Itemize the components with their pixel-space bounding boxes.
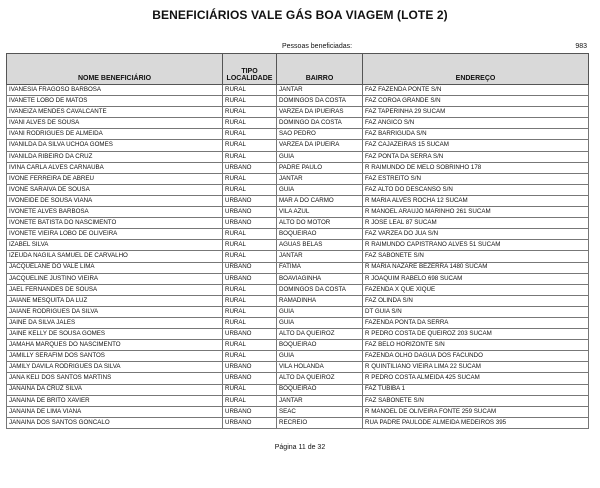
cell-nome: JANAINA DE LIMA VIANA — [7, 406, 223, 417]
cell-bairro: DOMINGO DA COSTA — [277, 118, 363, 129]
cell-endereco: FAZ TUBIBA 1 — [363, 384, 589, 395]
cell-tipo-localidade: URBANO — [223, 406, 277, 417]
cell-tipo-localidade: RURAL — [223, 140, 277, 151]
cell-endereco: R MARIA NAZARE BEZERRA 1480 SUCAM — [363, 262, 589, 273]
cell-tipo-localidade: RURAL — [223, 96, 277, 107]
beneficiaries-table — [6, 53, 589, 429]
table-row — [7, 218, 589, 229]
cell-tipo-localidade: RURAL — [223, 251, 277, 262]
cell-bairro: BOQUEIRAO — [277, 229, 363, 240]
cell-tipo-localidade: URBANO — [223, 417, 277, 428]
table-row — [7, 85, 589, 96]
cell-bairro: BOQUEIRAO — [277, 384, 363, 395]
cell-nome: JAINE DA SILVA JALES — [7, 317, 223, 328]
cell-nome: JAIANE MESQUITA DA LUZ — [7, 295, 223, 306]
cell-nome: JAMILLY SERAFIM DOS SANTOS — [7, 351, 223, 362]
cell-endereco: FAZ PONTA DA SERRA S/N — [363, 151, 589, 162]
table-row — [7, 173, 589, 184]
cell-bairro: RAMADINHA — [277, 295, 363, 306]
table-row — [7, 195, 589, 206]
cell-bairro: GUIA — [277, 317, 363, 328]
cell-nome: IVINA CARLA ALVES CARNAUBA — [7, 162, 223, 173]
cell-endereco: FAZ FAZENDA PONTE S/N — [363, 85, 589, 96]
cell-bairro: FATIMA — [277, 262, 363, 273]
cell-tipo-localidade: RURAL — [223, 173, 277, 184]
cell-nome: JAMILY DAVILA RODRIGUES DA SILVA — [7, 362, 223, 373]
cell-tipo-localidade: URBANO — [223, 273, 277, 284]
cell-bairro: BOAVIAGINHA — [277, 273, 363, 284]
table-row — [7, 351, 589, 362]
cell-endereco: FAZ COROA GRANDE S/N — [363, 96, 589, 107]
table-row — [7, 140, 589, 151]
cell-endereco: R MANOEL ARAUJO MARINHO 261 SUCAM — [363, 207, 589, 218]
table-row — [7, 340, 589, 351]
table-row — [7, 96, 589, 107]
cell-tipo-localidade: RURAL — [223, 151, 277, 162]
beneficiaries-count-label: Pessoas beneficiadas: — [282, 43, 353, 50]
cell-bairro: GUIA — [277, 151, 363, 162]
cell-bairro: ALTO DO MOTOR — [277, 218, 363, 229]
cell-tipo-localidade: URBANO — [223, 207, 277, 218]
cell-endereco: R JOAQUIM RABELO 698 SUCAM — [363, 273, 589, 284]
cell-tipo-localidade: RURAL — [223, 306, 277, 317]
table-row — [7, 395, 589, 406]
cell-nome: JAINE KELLY DE SOUSA GOMES — [7, 329, 223, 340]
table-row — [7, 406, 589, 417]
cell-endereco: FAZ TAPERINHA 29 SUCAM — [363, 107, 589, 118]
cell-nome: IVANESIA FRAGOSO BARBOSA — [7, 85, 223, 96]
cell-tipo-localidade: RURAL — [223, 240, 277, 251]
cell-bairro: JANTAR — [277, 395, 363, 406]
cell-nome: JANA KELI DOS SANTOS MARTINS — [7, 373, 223, 384]
cell-bairro: GUIA — [277, 184, 363, 195]
cell-tipo-localidade: URBANO — [223, 162, 277, 173]
cell-nome: IVONEIDE DE SOUSA VIANA — [7, 195, 223, 206]
cell-tipo-localidade: RURAL — [223, 295, 277, 306]
table-row — [7, 329, 589, 340]
cell-tipo-localidade: RURAL — [223, 284, 277, 295]
page-number: Página 11 de 32 — [274, 444, 326, 451]
table-row — [7, 207, 589, 218]
table-row — [7, 162, 589, 173]
cell-nome: IVONETE VIEIRA LOBO DE OLIVEIRA — [7, 229, 223, 240]
cell-endereco: DT GUIA S/N — [363, 306, 589, 317]
table-row — [7, 107, 589, 118]
column-header-endereco: ENDEREÇO — [363, 54, 589, 85]
cell-tipo-localidade: RURAL — [223, 395, 277, 406]
cell-endereco: FAZ CAJAZEIRAS 15 SUCAM — [363, 140, 589, 151]
cell-bairro: RECREIO — [277, 417, 363, 428]
cell-endereco: R PEDRO COSTA ALMEIDA 425 SUCAM — [363, 373, 589, 384]
cell-bairro: DOMINGOS DA COSTA — [277, 284, 363, 295]
cell-tipo-localidade: URBANO — [223, 218, 277, 229]
cell-endereco: R RAIMUNDO CAPISTRANO ALVES 51 SUCAM — [363, 240, 589, 251]
cell-nome: JANAINA DA CRUZ SILVA — [7, 384, 223, 395]
cell-nome: JANAINA DE BRITO XAVIER — [7, 395, 223, 406]
cell-endereco: FAZENDA PONTA DA SERRA — [363, 317, 589, 328]
cell-tipo-localidade: URBANO — [223, 262, 277, 273]
cell-endereco: FAZ BELO HORIZONTE S/N — [363, 340, 589, 351]
cell-tipo-localidade: RURAL — [223, 317, 277, 328]
cell-endereco: R PEDRO COSTA DE QUEIROZ 203 SUCAM — [363, 329, 589, 340]
table-row — [7, 317, 589, 328]
table-row — [7, 151, 589, 162]
cell-tipo-localidade: RURAL — [223, 129, 277, 140]
cell-tipo-localidade: RURAL — [223, 384, 277, 395]
cell-endereco: FAZ OLINDA S/N — [363, 295, 589, 306]
cell-endereco: FAZ VARZEA DO JUA S/N — [363, 229, 589, 240]
cell-endereco: R RAIMUNDO DE MELO SOBRINHO 178 — [363, 162, 589, 173]
cell-bairro: GUIA — [277, 306, 363, 317]
table-row — [7, 417, 589, 428]
cell-endereco: FAZ SABONETE S/N — [363, 395, 589, 406]
cell-tipo-localidade: RURAL — [223, 118, 277, 129]
cell-nome: IVANILDA DA SILVA UCHOA GOMES — [7, 140, 223, 151]
cell-nome: IVONETE ALVES BARBOSA — [7, 207, 223, 218]
column-header-bairro: BAIRRO — [277, 54, 363, 85]
cell-nome: IVONE FERREIRA DE ABREU — [7, 173, 223, 184]
cell-nome: JAIANE RODRIGUES DA SILVA — [7, 306, 223, 317]
column-header-tipo-localidade: TIPO LOCALIDADE — [223, 54, 277, 85]
cell-nome: IVANEIZA MENDES CAVALCANTE — [7, 107, 223, 118]
table-row — [7, 184, 589, 195]
cell-endereco: FAZENDA OLHO DAGUA DOS FACUNDO — [363, 351, 589, 362]
cell-bairro: PADRE PAULO — [277, 162, 363, 173]
cell-nome: JACQUELANE DO VALE LIMA — [7, 262, 223, 273]
cell-nome: IVANI RODRIGUES DE ALMEIDA — [7, 129, 223, 140]
table-row — [7, 362, 589, 373]
table-row — [7, 306, 589, 317]
table-header-row — [7, 54, 589, 85]
cell-bairro: MAR A DO CARMO — [277, 195, 363, 206]
cell-nome: JAMAHA MARQUES DO NASCIMENTO — [7, 340, 223, 351]
cell-nome: IVONE SARAIVA DE SOUSA — [7, 184, 223, 195]
cell-bairro: JANTAR — [277, 251, 363, 262]
cell-endereco: FAZENDA X QUE XIQUE — [363, 284, 589, 295]
table-row — [7, 373, 589, 384]
cell-endereco: R JOSE LEAL 87 SUCAM — [363, 218, 589, 229]
table-row — [7, 295, 589, 306]
cell-endereco: FAZ SABONETE S/N — [363, 251, 589, 262]
table-row — [7, 129, 589, 140]
cell-bairro: ALTO DA QUEIROZ — [277, 329, 363, 340]
cell-endereco: FAZ BARRIGUDA S/N — [363, 129, 589, 140]
cell-bairro: VILA HOLANDA — [277, 362, 363, 373]
cell-tipo-localidade: URBANO — [223, 329, 277, 340]
cell-bairro: JANTAR — [277, 85, 363, 96]
cell-bairro: GUIA — [277, 351, 363, 362]
cell-nome: IVONETE BATISTA DO NASCIMENTO — [7, 218, 223, 229]
cell-tipo-localidade: RURAL — [223, 340, 277, 351]
cell-tipo-localidade: RURAL — [223, 229, 277, 240]
cell-endereco: FAZ ANGICO S/N — [363, 118, 589, 129]
cell-endereco: R QUINTILIANO VIEIRA LIMA 22 SUCAM — [363, 362, 589, 373]
cell-nome: JACQUELINE JUSTINO VIEIRA — [7, 273, 223, 284]
table-row — [7, 240, 589, 251]
cell-bairro: VARZEA DA IPUEIRA — [277, 140, 363, 151]
cell-tipo-localidade: URBANO — [223, 373, 277, 384]
cell-endereco: R MANOEL DE OLIVEIRA FONTE 259 SUCAM — [363, 406, 589, 417]
table-row — [7, 284, 589, 295]
cell-tipo-localidade: RURAL — [223, 184, 277, 195]
cell-nome: JANAINA DOS SANTOS GONCALO — [7, 417, 223, 428]
cell-tipo-localidade: URBANO — [223, 362, 277, 373]
cell-nome: IVANILDA RIBEIRO DA CRUZ — [7, 151, 223, 162]
cell-endereco: R MARIA ALVES ROCHA 12 SUCAM — [363, 195, 589, 206]
cell-endereco: FAZ ESTREITO S/N — [363, 173, 589, 184]
cell-bairro: VARZEA DA IPUEIRAS — [277, 107, 363, 118]
table-row — [7, 384, 589, 395]
cell-nome: IZABEL SILVA — [7, 240, 223, 251]
table-row — [7, 262, 589, 273]
column-header-nome: NOME BENEFICIÁRIO — [7, 54, 223, 85]
cell-bairro: JANTAR — [277, 173, 363, 184]
table-row — [7, 251, 589, 262]
table-row — [7, 229, 589, 240]
cell-bairro: ALTO DA QUEIROZ — [277, 373, 363, 384]
cell-bairro: SEAC — [277, 406, 363, 417]
table-row — [7, 273, 589, 284]
cell-tipo-localidade: URBANO — [223, 195, 277, 206]
cell-bairro: DOMINGOS DA COSTA — [277, 96, 363, 107]
cell-nome: JAEL FERNANDES DE SOUSA — [7, 284, 223, 295]
cell-bairro: AGUAS BELAS — [277, 240, 363, 251]
page-title: BENEFICIÁRIOS VALE GÁS BOA VIAGEM (LOTE 2) — [152, 8, 448, 22]
cell-bairro: VILA AZUL — [277, 207, 363, 218]
cell-bairro: BOQUEIRAO — [277, 340, 363, 351]
cell-nome: IVANETE LOBO DE MATOS — [7, 96, 223, 107]
cell-nome: IZEUDA NAGILA SAMUEL DE CARVALHO — [7, 251, 223, 262]
cell-tipo-localidade: RURAL — [223, 107, 277, 118]
cell-endereco: FAZ ALTO DO DESCANSO S/N — [363, 184, 589, 195]
cell-bairro: SAO PEDRO — [277, 129, 363, 140]
cell-endereco: RUA PADRE PAULODE ALMEIDA MEDEIROS 395 — [363, 417, 589, 428]
table-row — [7, 118, 589, 129]
cell-tipo-localidade: RURAL — [223, 85, 277, 96]
cell-nome: IVANI ALVES DE SOUSA — [7, 118, 223, 129]
cell-tipo-localidade: RURAL — [223, 351, 277, 362]
beneficiaries-count-value: 983 — [575, 43, 587, 50]
